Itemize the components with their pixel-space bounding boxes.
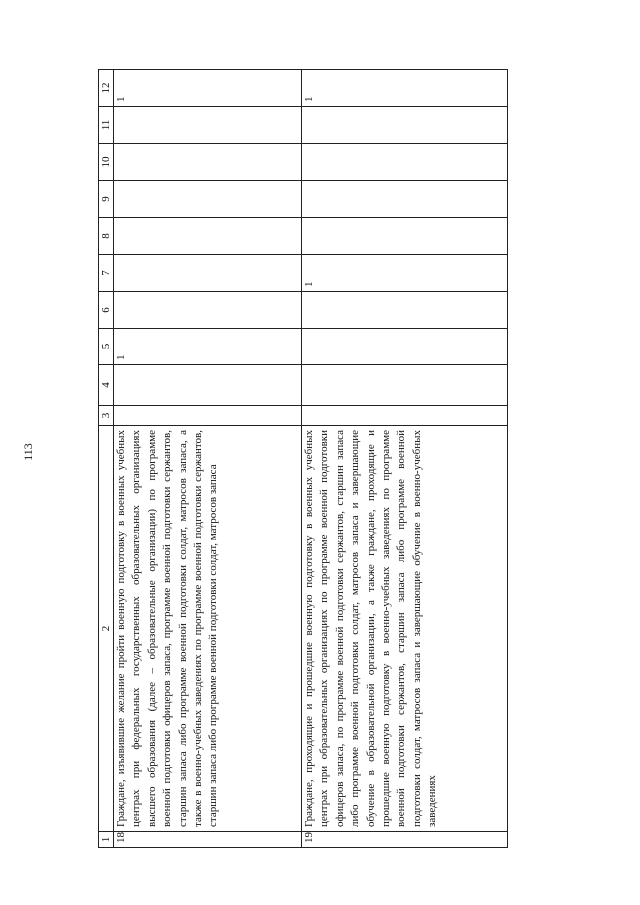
table-row — [302, 70, 508, 848]
table-cell — [302, 292, 508, 329]
rotated-table-container — [98, 70, 508, 848]
table-cell — [114, 255, 302, 292]
header-cell: 5 — [99, 329, 114, 365]
header-cell: 9 — [99, 181, 114, 218]
table-cell — [114, 181, 302, 218]
table-cell — [302, 406, 508, 426]
header-cell: 1 — [99, 832, 114, 848]
table-cell: 1 — [114, 329, 302, 365]
row-number: 18 — [114, 832, 302, 848]
header-cell: 12 — [99, 70, 114, 107]
header-cell: 2 — [99, 426, 114, 832]
table-cell: 1 — [114, 70, 302, 107]
table-cell — [302, 365, 508, 406]
table-cell: 1 — [302, 70, 508, 107]
header-cell: 6 — [99, 292, 114, 329]
table-cell — [302, 107, 508, 144]
row-description: Граждане, изъявившие желание пройти военную подготовку в военных учебных центрах при федеральных государственных образовательных организациях высшего образования (далее – образовательные организации) по программе военной подготовки офицеров запаса, программе военной подготовки сержантов, старшин запаса либо программе военной подготовки солдат, матросов запаса, а также в военно-учебных заведениях по программе военной подготовки сержантов, старшин запаса либо программе военной подготовки солдат, матросов запаса — [114, 426, 302, 832]
row-number: 19 — [302, 832, 508, 848]
header-cell: 11 — [99, 107, 114, 144]
table-row — [114, 70, 302, 848]
header-row — [99, 70, 114, 848]
header-cell: 10 — [99, 144, 114, 181]
table-cell — [302, 218, 508, 255]
table-cell: 1 — [302, 255, 508, 292]
table-cell — [114, 144, 302, 181]
table-cell — [114, 406, 302, 426]
table-cell — [114, 218, 302, 255]
table-cell — [302, 144, 508, 181]
table-cell — [302, 181, 508, 218]
header-cell: 3 — [99, 406, 114, 426]
table-cell — [114, 292, 302, 329]
table-cell — [114, 365, 302, 406]
document-table — [98, 69, 508, 848]
header-cell: 8 — [99, 218, 114, 255]
header-cell: 7 — [99, 255, 114, 292]
table-cell — [302, 329, 508, 365]
table-cell — [114, 107, 302, 144]
page-number: 113 — [21, 443, 35, 461]
header-cell: 4 — [99, 365, 114, 406]
row-description: Граждане, проходящие и прошедшие военную подготовку в военных учебных центрах при образовательных организациях по программе военной подготовки офицеров запаса, по программе военной подготовки сержантов, старшин запаса либо программе военной подготовки солдат, матросов запаса и завершающие обучение в образовательной организации, а также граждане, проходящие и прошедшие военную подготовку в военно-учебных заведениях по программе военной подготовки сержантов, старшин запаса либо программе военной подготовки солдат, матросов запаса и завершающие обучение в военно-учебных заведениях — [302, 426, 508, 832]
